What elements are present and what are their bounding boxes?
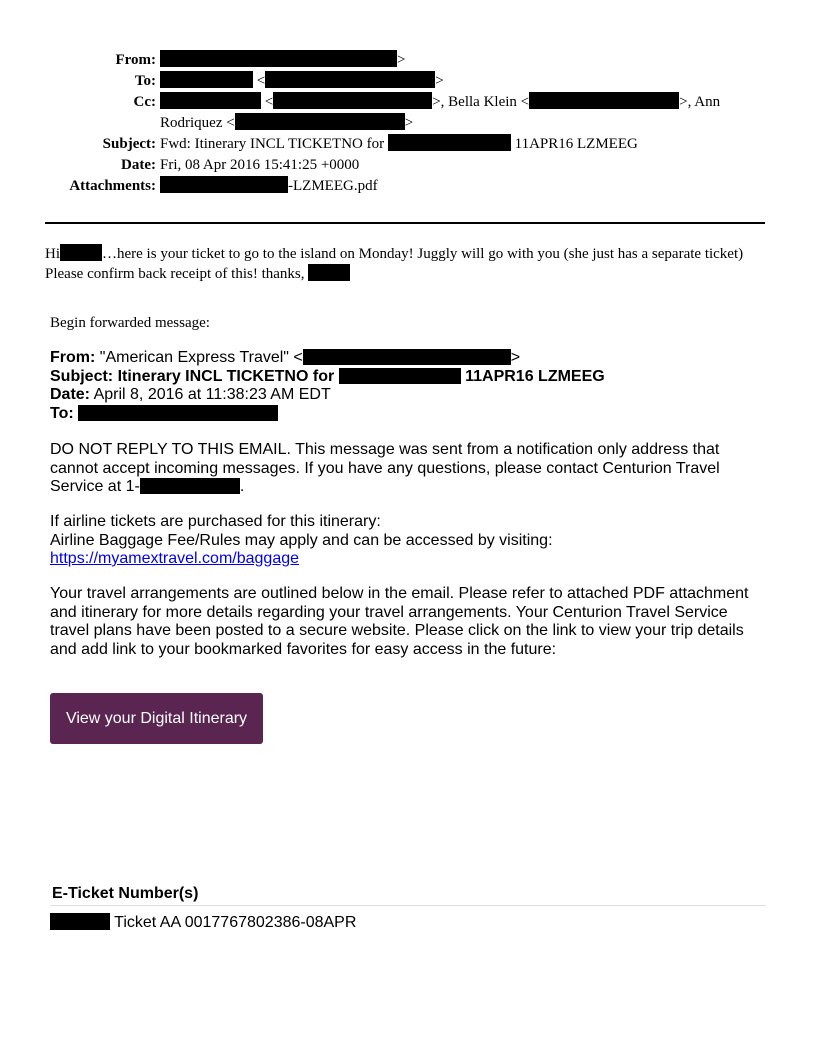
fwd-to-row: To: <box>50 405 770 424</box>
arrangements-paragraph: Your travel arrangements are outlined below in the email. Please refer to attached PDF attachment and itinerary for more details regarding your travel arrangements. Your Centurion Travel Service travel plans have been posted to a secure website. Please click on the link to view your trip details and add link to your bookmarked favorites for easy access in the future: <box>50 585 749 658</box>
redacted-fwd-from-email <box>303 349 511 365</box>
redacted-to-email <box>265 71 435 88</box>
redacted-bella-email <box>529 92 679 109</box>
redacted-cc-name <box>160 92 261 109</box>
from-label: From: <box>115 52 156 68</box>
subject-label: Subject: <box>102 136 156 152</box>
redacted-passenger-name <box>50 913 110 930</box>
fwd-date-row: Date: April 8, 2016 at 11:38:23 AM EDT <box>50 386 331 403</box>
to-label: To: <box>134 73 156 89</box>
baggage-paragraph: If airline tickets are purchased for this itinerary: Airline Baggage Fee/Rules may apply and can be accessed by visiting: https://myamextravel.com/baggage <box>50 513 553 567</box>
from-row: From: > <box>0 50 780 71</box>
date-label: Date: <box>121 157 156 173</box>
redacted-recipient-name <box>60 244 102 261</box>
subject-row: Subject: Fwd: Itinerary INCL TICKETNO for 11APR16 LZMEEG <box>0 134 780 155</box>
email-header <box>0 50 780 197</box>
redacted-fwd-subject-name <box>339 368 461 384</box>
cc-row: Cc: < >, Bella Klein < >, Ann <box>0 92 780 113</box>
to-row: To: < > <box>0 71 780 92</box>
date-value: Fri, 08 Apr 2016 15:41:25 +0000 <box>160 157 360 173</box>
redacted-attachment-name <box>160 176 288 193</box>
attachment-link[interactable]: -LZMEEG.pdf <box>288 178 378 194</box>
redacted-subject-name <box>388 134 511 151</box>
redacted-phone <box>140 478 240 494</box>
eticket-row <box>50 913 356 933</box>
cc-label: Cc: <box>133 94 156 110</box>
attachments-label: Attachments: <box>69 178 156 194</box>
header-divider <box>45 222 765 224</box>
cc-row-2: Rodriquez < > <box>160 115 414 131</box>
redacted-fwd-to <box>78 405 278 421</box>
baggage-link[interactable]: https://myamextravel.com/baggage <box>50 550 300 567</box>
eticket-divider <box>50 905 766 906</box>
personal-message: Hi …here is your ticket to go to the island on Monday! Juggly will go with you (she just has a separate ticket) Please confirm back receipt of this! thanks, <box>45 246 744 282</box>
ticket-number: Ticket AA 0017767802386-08APR <box>114 914 357 931</box>
view-itinerary-button[interactable]: View your Digital Itinerary <box>50 693 263 744</box>
redacted-ann-email <box>235 113 405 130</box>
redacted-from <box>160 50 397 67</box>
forwarded-header <box>50 349 770 423</box>
redacted-to-name <box>160 71 253 88</box>
date-row <box>0 155 780 176</box>
attachments-row <box>0 176 780 197</box>
fwd-subject-row: Subject: Itinerary INCL TICKETNO for 11APR16 LZMEEG <box>50 367 605 385</box>
eticket-title: E-Ticket Number(s) <box>52 885 199 902</box>
fwd-from-row: From: "American Express Travel" < > <box>50 349 521 366</box>
no-reply-paragraph: DO NOT REPLY TO THIS EMAIL. This message was sent from a notification only address that cannot accept incoming messages. If you have any questions, please contact Centurion Travel Service at 1- . <box>50 441 720 495</box>
begin-forwarded-label: Begin forwarded message: <box>50 315 210 331</box>
redacted-sender-name <box>308 264 350 281</box>
redacted-cc-email <box>273 92 432 109</box>
